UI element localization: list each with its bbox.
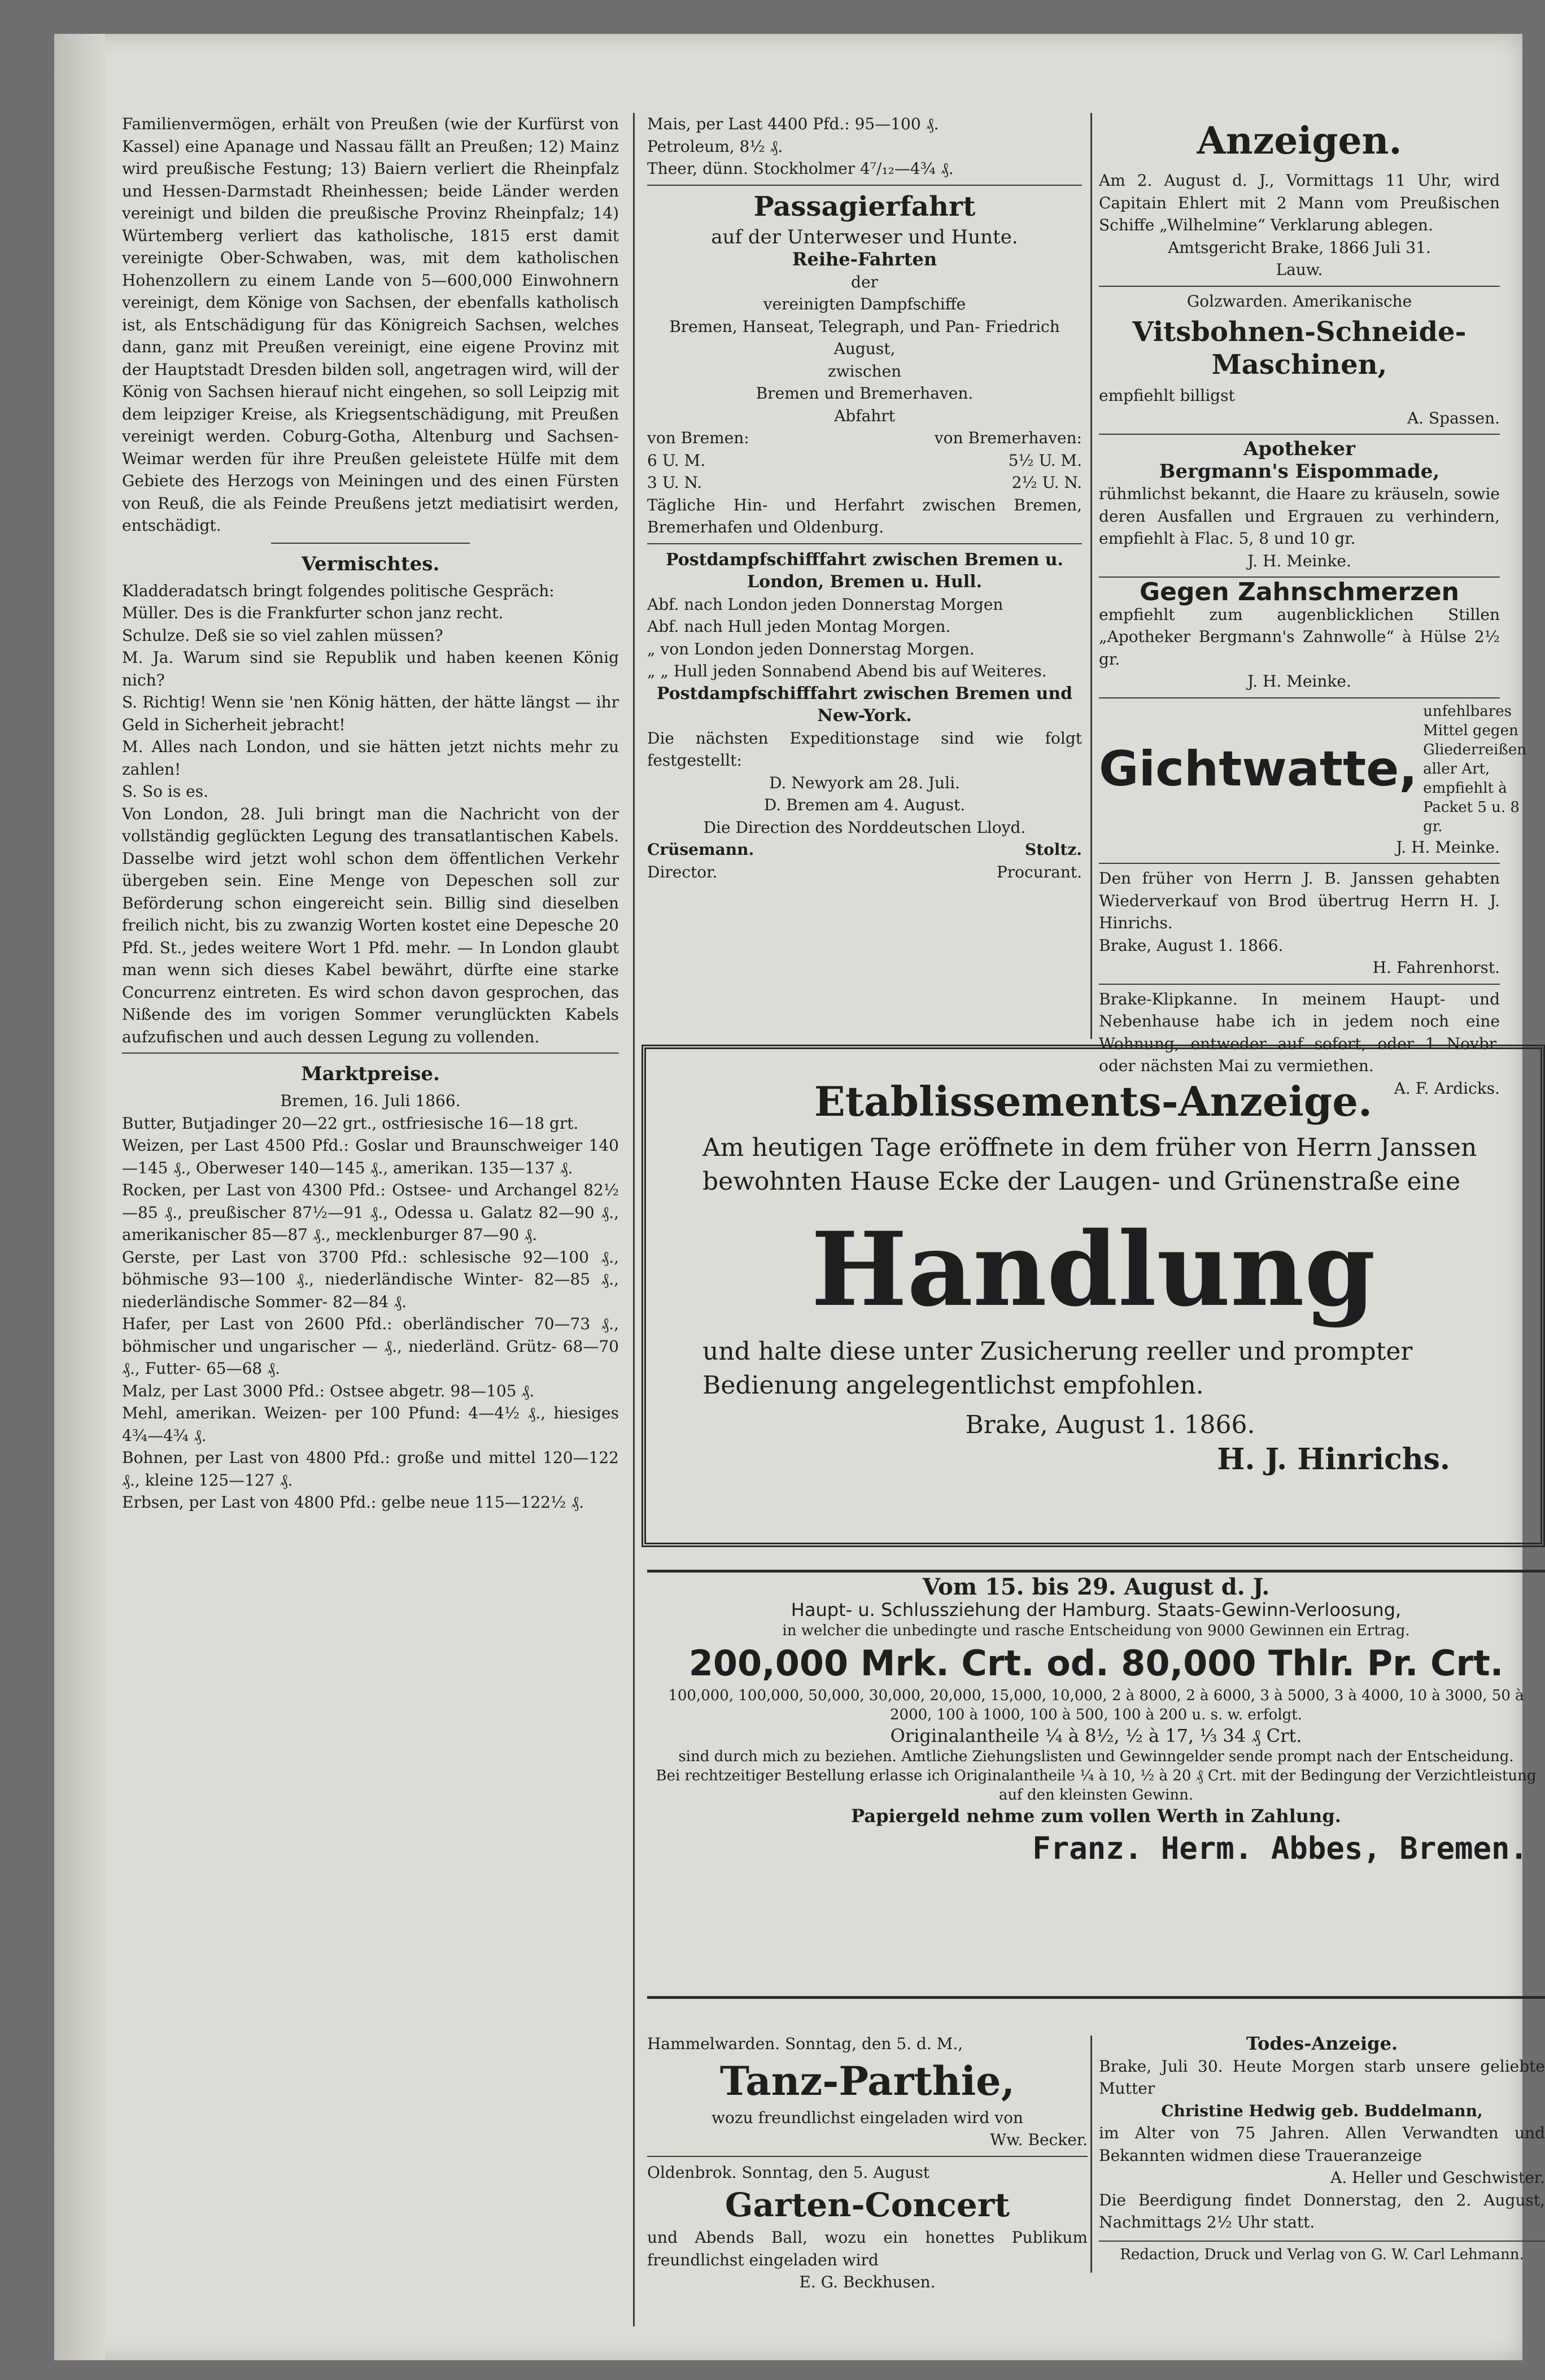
time-b: 5½ U. M.	[1008, 451, 1082, 470]
ad-zahnschmerzen	[1099, 578, 1500, 698]
from-bremerhaven: von Bremerhaven:	[934, 429, 1082, 447]
reihe-fahrten: Reihe-Fahrten	[792, 248, 937, 270]
divider	[647, 543, 1082, 544]
ad-subtitle: Bergmann's Eispommade,	[1159, 460, 1440, 483]
ad-title: Apotheker	[1243, 438, 1355, 460]
passagierfahrt-subtitle: auf der Unterweser und Hunte.	[711, 225, 1018, 248]
label-der: der	[851, 272, 878, 291]
notice-handlung: Handlung	[811, 1210, 1376, 1329]
ad-text: empfiehlt billigst	[1099, 386, 1235, 405]
political-text: Familienvermögen, erhält von Preußen (wie der Kurfürst von Kassel) eine Apanage und Nassau fällt an Preußen; 12) Mainz wird preußische Festung; 13) Baiern verliert die Rheinpfalz und Hessen-Darmstadt Rheinhessen; beide Länder werden vereinigt und bilden die preußische Provinz Rheinpfalz; 14) Würtemberg verliert das katholische, 1815 erst damit vereinigte Ober-Schwaben, was, mit dem katholischen Hohenzollern zu einem Lande von 5—600,000 Einwohnern vereinigt, dem Könige von Sachsen, der ebenfalls katholisch ist, als Entschädigung für das Königreich Sachsen, welches dann, ganz mit Preußen vereinigt, eine eigene Provinz mit der Hauptstadt Dresden bilden soll, angetragen wird, will der König von Sachsen hierauf nicht eingehen, so soll Leipzig mit dem leipziger Kreise, als Kriegsentschädigung, mit Preußen vereinigt werden. Coburg-Gotha, Altenburg und Sachsen-Weimar werden für ihre Preußen geleistete Hülfe mit dem Gebiete des Herzogs von Meiningen und des einen Fürsten von Reuß, die als Feinde Preußens jetzt mediatisirt werden, entschädigt.	[122, 115, 619, 535]
kladderadatsch-intro: Kladderadatsch bringt folgendes politische Gespräch:	[122, 581, 555, 600]
anzeigen-title: Anzeigen.	[1197, 119, 1402, 163]
ad-text: unfehlbares Mittel gegen Gliederreißen aller Art, empfiehlt à Packet 5 u. 8 gr.	[1423, 702, 1526, 835]
market-item: Mehl, amerikan. Weizen- per 100 Pfund: 4—4½ ₰., hiesiges 4¾—4¾ ₰.	[122, 1404, 619, 1445]
bottom-right-ads	[1099, 2033, 1545, 2304]
dialog-line: S. Richtig! Wenn sie 'nen König hätten, der hätte längst — ihr Geld in Sicherheit jebracht!	[122, 693, 619, 734]
ad-signature: Ww. Becker.	[990, 2130, 1088, 2149]
ad-text: im Alter von 75 Jahren. Allen Verwandten und Bekannten widmen diese Traueranzeige	[1099, 2124, 1545, 2165]
signer-roles	[647, 861, 1082, 884]
role: Procurant.	[996, 862, 1082, 881]
daily-route: Tägliche Hin- und Herfahrt zwischen Bremen, Bremerhafen und Oldenburg.	[647, 495, 1082, 536]
newyork-date: D. Newyork am 28. Juli.	[769, 773, 960, 792]
dialog-line: Schulze. Deß sie so viel zahlen müssen?	[122, 626, 443, 645]
ad-text: empfiehlt zum augenblicklichen Stillen „Apotheker Bergmann's Zahnwolle“ à Hülse 2½ gr.	[1099, 605, 1500, 669]
passagierfahrt-title: Passagierfahrt	[753, 190, 976, 222]
lottery-line: in welcher die unbedingte und rasche Entscheidung von 9000 Gewinnen ein Ertrag.	[782, 1622, 1410, 1639]
ad-signature: A. Spassen.	[1407, 408, 1500, 427]
timetable-row	[647, 471, 1082, 494]
ship-names: Bremen, Hanseat, Telegraph, und Pan- Friedrich August,	[669, 317, 1060, 358]
ad-text: wozu freundlichst eingeladen wird von	[712, 2108, 1023, 2127]
market-item: Malz, per Last 3000 Pfd.: Ostsee abgetr. 98—105 ₰.	[122, 1381, 535, 1400]
ad-text: Brake-Klipkanne. In meinem Haupt- und Nebenhause habe ich in jedem noch eine Wohnung, entweder auf sofort, oder 1 Novbr. oder nächsten Mai zu vermiethen.	[1099, 989, 1500, 1075]
market-item: Erbsen, per Last von 4800 Pfd.: gelbe neue 115—122½ ₰.	[122, 1493, 584, 1512]
ad-signature: J. H. Meinke.	[1247, 672, 1351, 691]
ad-signature: Amtsgericht Brake, 1866 Juli 31.	[1168, 238, 1431, 257]
time-a: 6 U. M.	[647, 451, 706, 470]
lottery-line: Originalantheile ¼ à 8½, ½ à 17, ⅓ 34 ₰ Crt.	[890, 1725, 1302, 1746]
establishment-notice	[641, 1045, 1545, 1547]
lloyd-direction: Die Direction des Norddeutschen Lloyd.	[703, 818, 1026, 837]
notice-date: Brake, August 1. 1866.	[965, 1410, 1255, 1439]
divider	[647, 185, 1082, 186]
ad-text: und Abends Ball, wozu ein honettes Publikum freundlichst eingeladen wird	[647, 2228, 1088, 2269]
route: Bremen und Bremerhaven.	[756, 384, 974, 403]
bottom-middle-ads	[647, 2033, 1088, 2291]
signer: Crüsemann.	[647, 840, 754, 859]
lottery-line: Bei rechtzeitiger Bestellung erlasse ich Originalantheile ¼ à 10, ½ à 20 ₰ Crt. mit der Bedingung der Verzichtleistung auf den kleinsten Gewinn.	[656, 1767, 1537, 1803]
section-title-marktpreise: Marktpreise.	[301, 1063, 440, 1085]
label-abfahrt: Abfahrt	[834, 406, 895, 425]
dialog-line: Müller. Des is die Frankfurter schon janz recht.	[122, 604, 504, 622]
ad-eispommade	[1099, 435, 1500, 578]
ad-place: Hammelwarden. Sonntag, den 5. d. M.,	[647, 2034, 963, 2053]
market-date: Bremen, 16. Juli 1866.	[280, 1091, 461, 1110]
newyork-text: Die nächsten Expeditionstage sind wie folgt festgestellt:	[647, 728, 1082, 770]
market-item: Butter, Butjadinger 20—22 grt., ostfriesische 16—18 grt.	[122, 1113, 579, 1133]
label-zwischen: zwischen	[827, 361, 902, 381]
column-rule	[1090, 2036, 1092, 2273]
market-item: Bohnen, per Last von 4800 Pfd.: große und mittel 120—122 ₰., kleine 125—127 ₰.	[122, 1448, 619, 1490]
ad-title: Tanz-Parthie,	[719, 2057, 1015, 2104]
signer: Stoltz.	[1024, 840, 1082, 859]
ad-text: Die Beerdigung findet Donnerstag, den 2. August, Nachmittags 2½ Uhr statt.	[1099, 2190, 1545, 2231]
hull-line: Abf. nach London jeden Donnerstag Morgen	[647, 595, 1003, 614]
ad-title: Vitsbohnen-Schneide-Maschinen,	[1132, 316, 1467, 381]
price-line: Theer, dünn. Stockholmer 4⁷/₁₂—4¾ ₰.	[647, 159, 954, 178]
ad-signature: J. H. Meinke.	[1247, 551, 1351, 570]
ad-place: Oldenbrok. Sonntag, den 5. August	[647, 2163, 930, 2182]
lottery-line: Papiergeld nehme zum vollen Werth in Zahlung.	[851, 1805, 1341, 1827]
price-line: Petroleum, 8½ ₰.	[647, 137, 783, 156]
lottery-firm: Franz. Herm. Abbes, Bremen.	[1032, 1831, 1528, 1866]
newspaper-page	[54, 34, 1545, 2360]
hull-line: „ von London jeden Donnerstag Morgen.	[647, 639, 975, 658]
label-vereinigt: vereinigten Dampfschiffe	[763, 295, 966, 313]
ad-date: Brake, August 1. 1866.	[1099, 936, 1284, 955]
time-b: 2½ U. N.	[1011, 473, 1082, 492]
ad-auction	[1099, 166, 1500, 287]
ad-signature: Lauw.	[1276, 260, 1323, 279]
notice-title: Etablissements-Anzeige.	[814, 1077, 1373, 1125]
ad-vitsbohnen	[1099, 287, 1500, 435]
page-edge	[54, 34, 105, 2360]
newyork-title: Postdampfschifffahrt zwischen Bremen und New-York.	[656, 683, 1073, 726]
ad-title: Todes-Anzeige.	[1246, 2033, 1398, 2054]
lottery-head: Vom 15. bis 29. August d. J.	[922, 1574, 1270, 1600]
market-item: Gerste, per Last von 3700 Pfd.: schlesische 92—100 ₰., böhmische 93—100 ₰., niederländische Winter- 82—85 ₰., niederländische Sommer- 82—84 ₰.	[122, 1247, 619, 1311]
ad-text: Den früher von Herrn J. B. Janssen gehabten Wiederverkauf von Brod übertrug Herrn H. J. Hinrichs.	[1099, 869, 1500, 932]
divider	[122, 1053, 619, 1054]
market-item: Rocken, per Last von 4300 Pfd.: Ostsee- und Archangel 82½—85 ₰., preußischer 87½—91 ₰., Odessa u. Galatz 82—90 ₰., amerikanischer 85—87 ₰., mecklenburger 87—90 ₰.	[122, 1181, 619, 1244]
lottery-amount: 200,000 Mrk. Crt. od. 80,000 Thlr. Pr. Crt.	[688, 1643, 1504, 1684]
ad-signature: A. F. Ardicks.	[1394, 1078, 1500, 1098]
hull-line: „ „ Hull jeden Sonnabend Abend bis auf Weiteres.	[647, 662, 1047, 680]
time-a: 3 U. N.	[647, 473, 702, 492]
ad-title: Gichtwatte,	[1099, 740, 1418, 797]
ad-signature: E. G. Beckhusen.	[799, 2273, 936, 2291]
ad-place: Golzwarden. Amerikanische	[1186, 291, 1412, 311]
column-rule	[1090, 113, 1092, 1039]
notice-text: Am heutigen Tage eröffnete in dem früher von Herrn Janssen bewohnten Hause Ecke der Laugen- und Grünenstraße eine	[702, 1133, 1477, 1196]
ad-text: Am 2. August d. J., Vormittags 11 Uhr, wird Capitain Ehlert mit 2 Mann vom Preußischen Schiffe „Wilhelmine“ Verklarung ablegen.	[1099, 171, 1500, 234]
dialog-line: M. Alles nach London, und sie hätten jetzt nichts mehr zu zahlen!	[122, 737, 619, 779]
signers	[647, 839, 1082, 861]
lottery-ad	[647, 1570, 1545, 1999]
column-1	[122, 113, 619, 2326]
lottery-line: Haupt- u. Schlussziehung der Hamburg. Staats-Gewinn-Verloosung,	[791, 1599, 1402, 1621]
dialog-line: M. Ja. Warum sind sie Republik und haben keenen König nich?	[122, 648, 619, 689]
ad-signature: H. Fahrenhorst.	[1372, 958, 1500, 977]
london-news: Von London, 28. Juli bringt man die Nachricht von der vollständig geglückten Legung des transatlantischen Kabels. Dasselbe wird jetzt wohl schon dem öffentlichen Verkehr übergeben sein. Eine Menge von Depeschen soll zur Beförderung schon eingereicht sein. Billig sind dieselben freilich nicht, bis zu zwanzig Worten kostet eine Depesche 20 Pfd. St., jedes weitere Wort 1 Pfd. mehr. — In London glaubt man wenn sich dieses Kabel bewährt, dürfte eine starke Concurrenz eintreten. Es wird schon davon gesprochen, das Nißende des im vorigen Sommer verunglückten Kabels aufzufischen und auch dessen Legung zu vollenden.	[122, 804, 619, 1046]
notice-text: und halte diese unter Zusicherung reeller und prompter Bedienung angelegentlichst empfohlen.	[702, 1337, 1413, 1400]
timetable-header	[647, 427, 1082, 449]
gicht-row	[1099, 702, 1526, 836]
notice-signature: H. J. Hinrichs.	[1217, 1442, 1450, 1477]
price-line: Mais, per Last 4400 Pfd.: 95—100 ₰.	[647, 115, 939, 133]
lottery-prizes: 100,000, 100,000, 50,000, 30,000, 20,000, 15,000, 10,000, 2 à 8000, 2 à 6000, 3 à 5000, 3 à 4000, 10 à 3000, 50 à 2000, 100 à 1000, 100 à 500, 100 à 200 u. s. w. erfolgt.	[668, 1687, 1524, 1723]
ad-signature: J. H. Meinke.	[1396, 837, 1500, 857]
imprint: Redaction, Druck und Verlag von G. W. Carl Lehmann.	[1099, 2241, 1545, 2264]
lottery-line: sind durch mich zu beziehen. Amtliche Ziehungslisten und Gewinngelder sende prompt nach der Entscheidung.	[678, 1748, 1514, 1765]
dialog-line: S. So is es.	[122, 782, 208, 801]
ad-name: Christine Hedwig geb. Buddelmann,	[1161, 2101, 1483, 2120]
ad-signature: A. Heller und Geschwister.	[1330, 2168, 1545, 2187]
timetable-row	[647, 449, 1082, 472]
market-item: Weizen, per Last 4500 Pfd.: Goslar und Braunschweiger 140—145 ₰., Oberweser 140—145 ₰., amerikan. 135—137 ₰.	[122, 1136, 619, 1177]
hull-line: Abf. nach Hull jeden Montag Morgen.	[647, 617, 951, 636]
role: Director.	[647, 862, 718, 881]
ad-title: Garten-Concert	[725, 2186, 1010, 2224]
section-title-vermischtes: Vermischtes.	[301, 552, 440, 575]
ad-text: Brake, Juli 30. Heute Morgen starb unsere geliebte Mutter	[1099, 2056, 1545, 2098]
column-2	[647, 113, 1082, 1033]
column-3	[1099, 113, 1526, 1098]
ad-gichtwatte	[1099, 698, 1526, 864]
ad-brod	[1099, 864, 1500, 985]
ad-title: Gegen Zahnschmerzen	[1140, 578, 1459, 606]
from-bremen: von Bremen:	[647, 429, 749, 447]
divider	[647, 2156, 1088, 2157]
newyork-date: D. Bremen am 4. August.	[763, 796, 966, 814]
column-rule	[633, 113, 635, 2326]
market-item: Hafer, per Last von 2600 Pfd.: oberländischer 70—73 ₰., böhmischer und ungarischer — ₰., niederländ. Grütz- 68—70 ₰., Futter- 65—68 ₰.	[122, 1315, 619, 1378]
divider	[271, 543, 470, 544]
hull-title: Postdampfschifffahrt zwischen Bremen u. London, Bremen u. Hull.	[666, 549, 1063, 592]
ad-text: rühmlichst bekannt, die Haare zu kräuseln, sowie deren Ausfallen und Ergrauen zu verhindern, empfiehlt à Flac. 5, 8 und 10 gr.	[1099, 484, 1500, 548]
